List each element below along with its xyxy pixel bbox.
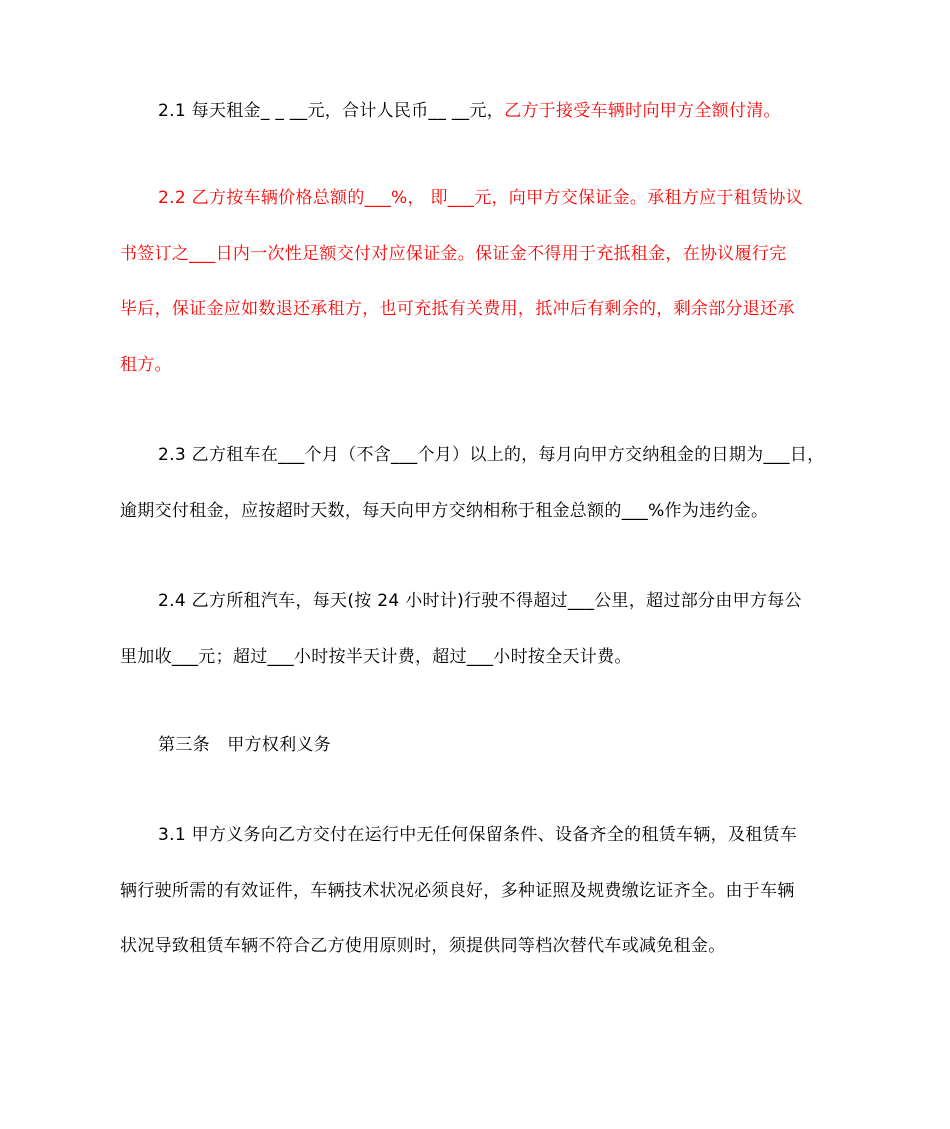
article-3-heading: 第三条 甲方权利义务 [158,735,331,755]
clause-2-1-highlight: 乙方于接受车辆时向甲方全额付清。 [504,101,781,121]
clause-2-4-line-1: 2.4 乙方所租汽车，每天(按 24 小时计)行驶不得超过___公里，超过部分由甲方每公 [158,591,802,611]
clause-2-1 [158,99,781,123]
clause-2-2-line-2: 书签订之___日内一次性足额交付对应保证金。保证金不得用于充抵租金，在协议履行完 [120,244,787,264]
clause-2-2-line-4: 租方。 [120,355,172,375]
clause-2-2-line-3: 毕后，保证金应如数退还承租方，也可充抵有关费用，抵冲后有剩余的，剩余部分退还承 [120,299,795,319]
clause-2-3-line-2: 逾期交付租金，应按超时天数，每天向甲方交纳相称于租金总额的___%作为违约金。 [120,501,769,521]
clause-2-2-line-1: 2.2 乙方按车辆价格总额的___%， 即___元，向甲方交保证金。承租方应于租赁协议 [158,188,803,208]
clause-2-1-text: 2.1 每天租金_ _ __元，合计人民币__ __元， [158,101,505,121]
clause-3-1-line-1: 3.1 甲方义务向乙方交付在运行中无任何保留条件、设备齐全的租赁车辆，及租赁车 [158,825,798,845]
clause-2-4-line-2: 里加收___元；超过___小时按半天计费，超过___小时按全天计费。 [120,647,632,667]
clause-3-1-line-3: 状况导致租赁车辆不符合乙方使用原则时，须提供同等档次替代车或减免租金。 [120,936,726,956]
clause-2-3-line-1: 2.3 乙方租车在___个月（不含___个月）以上的，每月向甲方交纳租金的日期为___日， [158,445,825,465]
clause-3-1-line-2: 辆行驶所需的有效证件，车辆技术状况必须良好，多种证照及规费缴讫证齐全。由于车辆 [120,881,795,901]
